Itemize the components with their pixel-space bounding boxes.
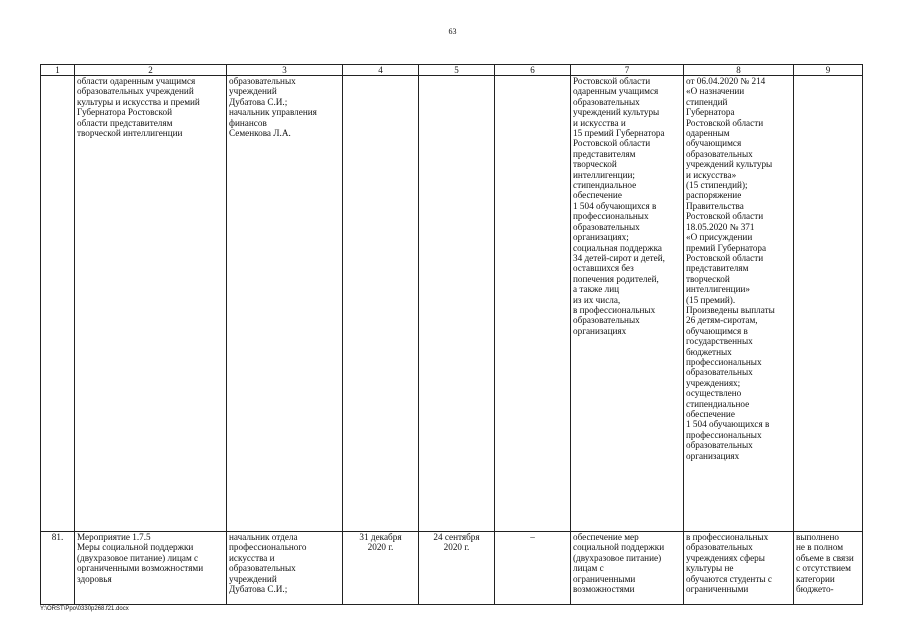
file-path-footer: Y:\ORST\Ppo\0330p268.f21.docx: [40, 606, 129, 612]
text-line: Ростовской области: [686, 117, 764, 128]
program-table: [40, 64, 863, 605]
col-header: 5: [419, 65, 495, 76]
cell-plan-date: [343, 532, 419, 605]
text-line: 34 детей-сирот и детей,: [573, 252, 665, 263]
text-line: области представителям: [77, 117, 173, 128]
cell-actual-date: [419, 76, 495, 532]
text-line: возможностями: [573, 584, 635, 595]
text-line: образовательных: [686, 367, 753, 378]
text-line: организациях: [686, 450, 740, 461]
col-header: 4: [343, 65, 419, 76]
col-header: 9: [794, 65, 863, 76]
text-line: профессионального: [229, 542, 307, 553]
text-line: начальник отдела: [229, 532, 298, 542]
text-line: образовательных: [686, 542, 753, 553]
text-line: учреждений культуры: [573, 107, 660, 118]
text-line: попечения родителей,: [573, 273, 659, 284]
text-line: от 06.04.2020 № 214: [686, 76, 766, 86]
text-line: Меры социальной поддержки: [77, 542, 194, 553]
text-line: государственных: [686, 336, 753, 347]
text-line: образовательных: [229, 76, 296, 86]
text-line: а также лиц: [573, 284, 620, 295]
cell-measure-name: [75, 76, 227, 532]
cell-measure-name: [75, 532, 227, 605]
text-line: в профессиональных: [573, 304, 656, 315]
text-line: учреждений культуры: [686, 159, 773, 170]
text-line: Правительства: [686, 200, 744, 211]
text-line: ограниченными: [573, 573, 636, 584]
text-line: профессиональных: [573, 211, 649, 222]
text-line: премий Губернатора: [686, 242, 767, 253]
text-line: 15 премий Губернатора: [573, 128, 665, 139]
text-line: стипендиальное: [573, 180, 637, 191]
text-line: 18.05.2020 № 371: [686, 221, 755, 232]
cell-expected-result: [571, 76, 684, 532]
text-line: Дубатова С.И.;: [229, 96, 288, 107]
cell-actual-result: [684, 532, 794, 605]
text-line: образовательных: [573, 221, 640, 232]
text-line: (15 стипендий);: [686, 180, 748, 191]
text-line: одаренным: [686, 128, 730, 139]
text-line: «О присуждении: [686, 232, 753, 243]
text-line: образовательных учреждений: [77, 86, 194, 97]
text-line: (15 премий).: [686, 294, 736, 305]
text-line: с отсутствием: [796, 563, 851, 574]
text-line: образовательных: [686, 148, 753, 159]
text-line: 2020 г.: [367, 542, 394, 553]
table-row: [41, 532, 863, 605]
cell-reason: [794, 76, 863, 532]
cell-responsible: [227, 532, 343, 605]
text-line: творческой: [573, 159, 617, 170]
cell-col6: –: [495, 532, 571, 605]
text-line: ограниченными: [686, 584, 749, 595]
text-line: Ростовской области: [686, 211, 764, 222]
text-line: обеспечение: [686, 409, 735, 419]
text-line: Губернатора Ростовской: [77, 107, 173, 118]
text-line: объеме в связи: [796, 552, 854, 563]
text-line: социальная поддержка: [573, 242, 662, 253]
text-line: Ростовской области: [686, 252, 764, 263]
text-line: творческой интеллигенции: [77, 128, 183, 139]
text-line: и искусства»: [686, 169, 737, 180]
column-number-row: [41, 65, 863, 76]
table-row: [41, 76, 863, 532]
text-line: «О назначении: [686, 86, 745, 97]
text-line: искусства и: [229, 552, 275, 563]
text-line: представителям: [573, 148, 636, 159]
text-line: оставшихся без: [573, 263, 634, 274]
text-line: социальной поддержки: [573, 542, 665, 553]
text-line: осуществлено: [686, 388, 742, 399]
col-header: 7: [571, 65, 684, 76]
col-header: 6: [495, 65, 571, 76]
text-line: Произведены выплаты: [686, 304, 775, 315]
page-number: 63: [448, 27, 457, 36]
text-line: организациях: [573, 325, 627, 336]
text-line: обучаются студенты с: [686, 573, 772, 584]
text-line: стипендий: [686, 96, 728, 107]
text-line: 2020 г.: [443, 542, 470, 553]
text-line: Губернатора: [686, 107, 735, 118]
text-line: учреждений: [229, 86, 277, 97]
text-line: образовательных: [686, 440, 753, 451]
cell-expected-result: [571, 532, 684, 605]
text-line: (двухразовое питание) лицам с: [77, 552, 199, 563]
text-line: бюджетных: [686, 346, 732, 357]
text-line: интеллигенции»: [686, 284, 750, 295]
text-line: (двухразовое питание): [573, 552, 662, 563]
text-line: выполнено: [796, 532, 839, 542]
text-line: и искусства и: [573, 117, 626, 128]
text-line: не в полном: [796, 542, 844, 553]
text-line: учреждений: [229, 573, 277, 584]
text-line: творческой: [686, 273, 730, 284]
col-header: 1: [41, 65, 75, 76]
text-line: одаренным учащимся: [573, 86, 659, 97]
text-line: здоровья: [77, 573, 112, 584]
text-line: стипендиальное: [686, 398, 750, 409]
text-line: 26 детям-сиротам,: [686, 315, 758, 326]
text-line: культуры не: [686, 563, 734, 574]
text-line: 24 сентября: [433, 532, 480, 542]
text-line: обеспечение: [573, 190, 622, 201]
text-line: интеллигенции;: [573, 169, 635, 180]
text-line: учреждениях сферы: [686, 552, 765, 563]
text-line: Дубатова С.И.;: [229, 584, 288, 595]
text-line: образовательных: [573, 96, 640, 107]
text-line: обучающимся: [686, 138, 742, 149]
text-line: финансов: [229, 117, 267, 128]
text-line: образовательных: [573, 315, 640, 326]
text-line: Ростовской области: [573, 138, 651, 149]
text-line: категории: [796, 573, 835, 584]
text-line: начальник управления: [229, 107, 317, 118]
text-line: Мероприятие 1.7.5: [77, 532, 151, 542]
text-line: Ростовской области: [573, 76, 651, 86]
text-line: распоряжение: [686, 190, 742, 201]
text-line: 1 504 обучающихся в: [573, 200, 657, 211]
cell-reason: [794, 532, 863, 605]
col-header: 2: [75, 65, 227, 76]
text-line: организациях;: [573, 232, 629, 243]
text-line: обеспечение мер: [573, 532, 639, 542]
cell-col6: [495, 76, 571, 532]
text-line: профессиональных: [686, 429, 762, 440]
text-line: профессиональных: [686, 356, 762, 367]
text-line: 1 504 обучающихся в: [686, 419, 770, 430]
cell-actual-result: [684, 76, 794, 532]
text-line: из их числа,: [573, 294, 621, 305]
col-header: 3: [227, 65, 343, 76]
cell-plan-date: [343, 76, 419, 532]
cell-responsible: [227, 76, 343, 532]
text-line: в профессиональных: [686, 532, 769, 542]
cell-number: [41, 76, 75, 532]
text-line: обучающимся в: [686, 325, 748, 336]
text-line: образовательных: [229, 563, 296, 574]
text-line: представителям: [686, 263, 749, 274]
text-line: учреждениях;: [686, 377, 741, 388]
text-line: области одаренным учащимся: [77, 76, 196, 86]
cell-number: 81.: [41, 532, 75, 605]
text-line: лицам с: [573, 563, 604, 574]
text-line: культуры и искусства и премий: [77, 96, 200, 107]
text-line: органиченными возможностями: [77, 563, 204, 574]
cell-actual-date: [419, 532, 495, 605]
col-header: 8: [684, 65, 794, 76]
text-line: бюджето-: [796, 584, 834, 595]
text-line: Семенкова Л.А.: [229, 128, 291, 139]
text-line: 31 декабря: [359, 532, 402, 542]
